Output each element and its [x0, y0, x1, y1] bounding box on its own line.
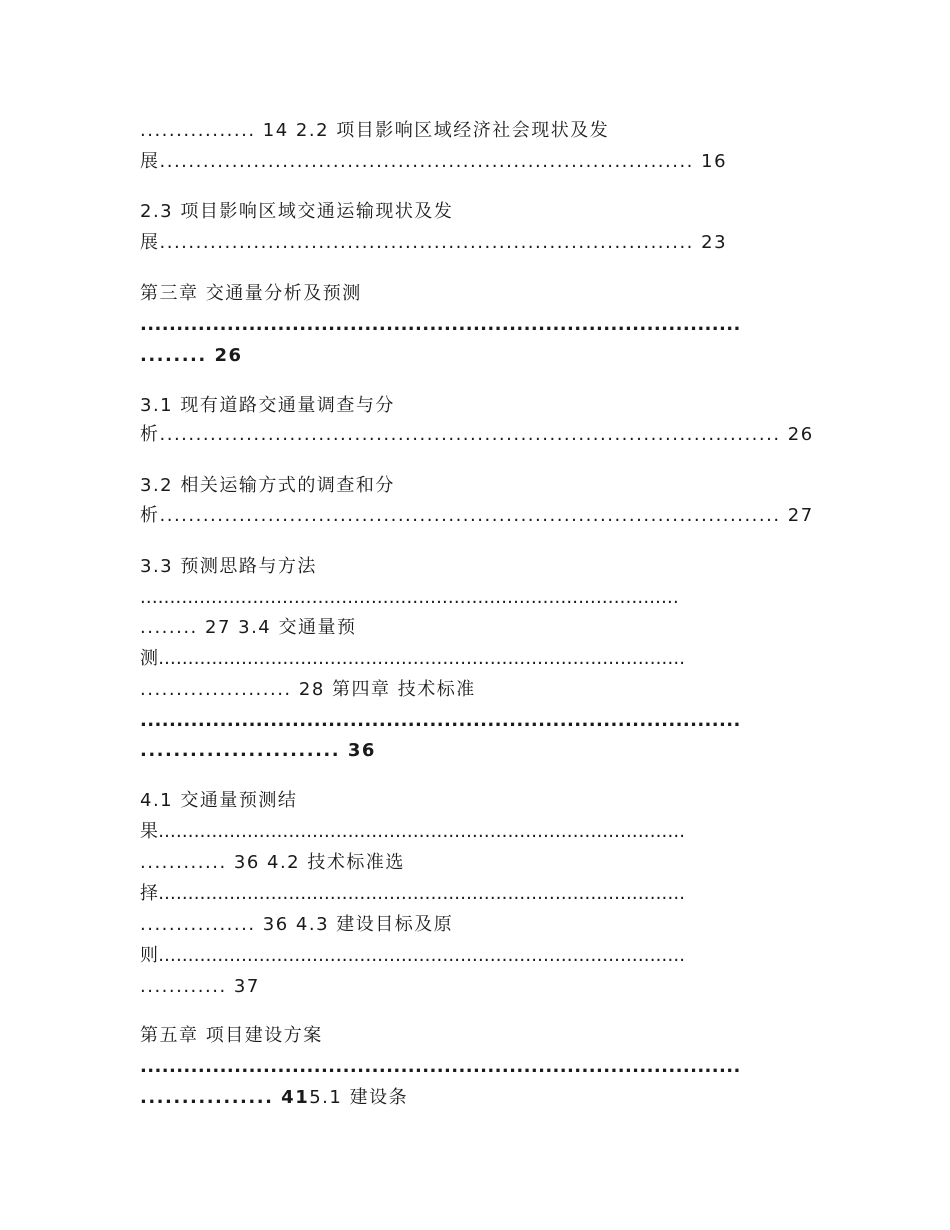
- toc-line: ...................................................................................: [140, 1056, 741, 1077]
- toc-line: ........ 27 3.4 交通量预: [140, 617, 357, 638]
- toc-line-continued: [140, 1087, 408, 1109]
- toc-line: 析...................................................................................... 26: [140, 424, 814, 445]
- toc-line: ................ 14 2.2 项目影响区域经济社会现状及发: [140, 120, 610, 141]
- toc-line: 4.1 交通量预测结: [140, 790, 298, 811]
- toc-line: 3.2 相关运输方式的调查和分: [140, 475, 395, 496]
- toc-line: ............ 36 4.2 技术标准选: [140, 852, 405, 873]
- toc-line: ...........................................................................................: [140, 587, 679, 608]
- toc-page-number: ........ 26: [140, 345, 243, 366]
- toc-line: 3.1 现有道路交通量调查与分: [140, 395, 395, 416]
- toc-page-number: ................ 41: [140, 1087, 310, 1108]
- toc-line: 析...................................................................................... 27: [140, 505, 814, 526]
- toc-line: 3.3 预测思路与方法: [140, 556, 317, 577]
- toc-line: ...................................................................................: [140, 710, 741, 731]
- toc-line: 2.3 项目影响区域交通运输现状及发: [140, 201, 454, 222]
- toc-line: 则.........................................................................................: [140, 945, 686, 966]
- toc-line: 择.........................................................................................: [140, 883, 686, 904]
- chapter-heading: 第五章 项目建设方案: [140, 1025, 323, 1046]
- toc-line: 展.......................................................................... 23: [140, 232, 728, 253]
- toc-line: 展.......................................................................... 16: [140, 151, 728, 172]
- chapter-heading: 第三章 交通量分析及预测: [140, 283, 362, 304]
- toc-line: 果.........................................................................................: [140, 821, 686, 842]
- toc-line: ................ 36 4.3 建设目标及原: [140, 914, 454, 935]
- toc-page-number: ........................ 36: [140, 740, 376, 761]
- toc-line: ............ 37: [140, 976, 260, 997]
- toc-line: ...................................................................................: [140, 314, 741, 335]
- toc-line: 测.........................................................................................: [140, 648, 686, 669]
- toc-line: ..................... 28 第四章 技术标准: [140, 679, 476, 700]
- toc-entry-label: 5.1 建设条: [309, 1087, 409, 1108]
